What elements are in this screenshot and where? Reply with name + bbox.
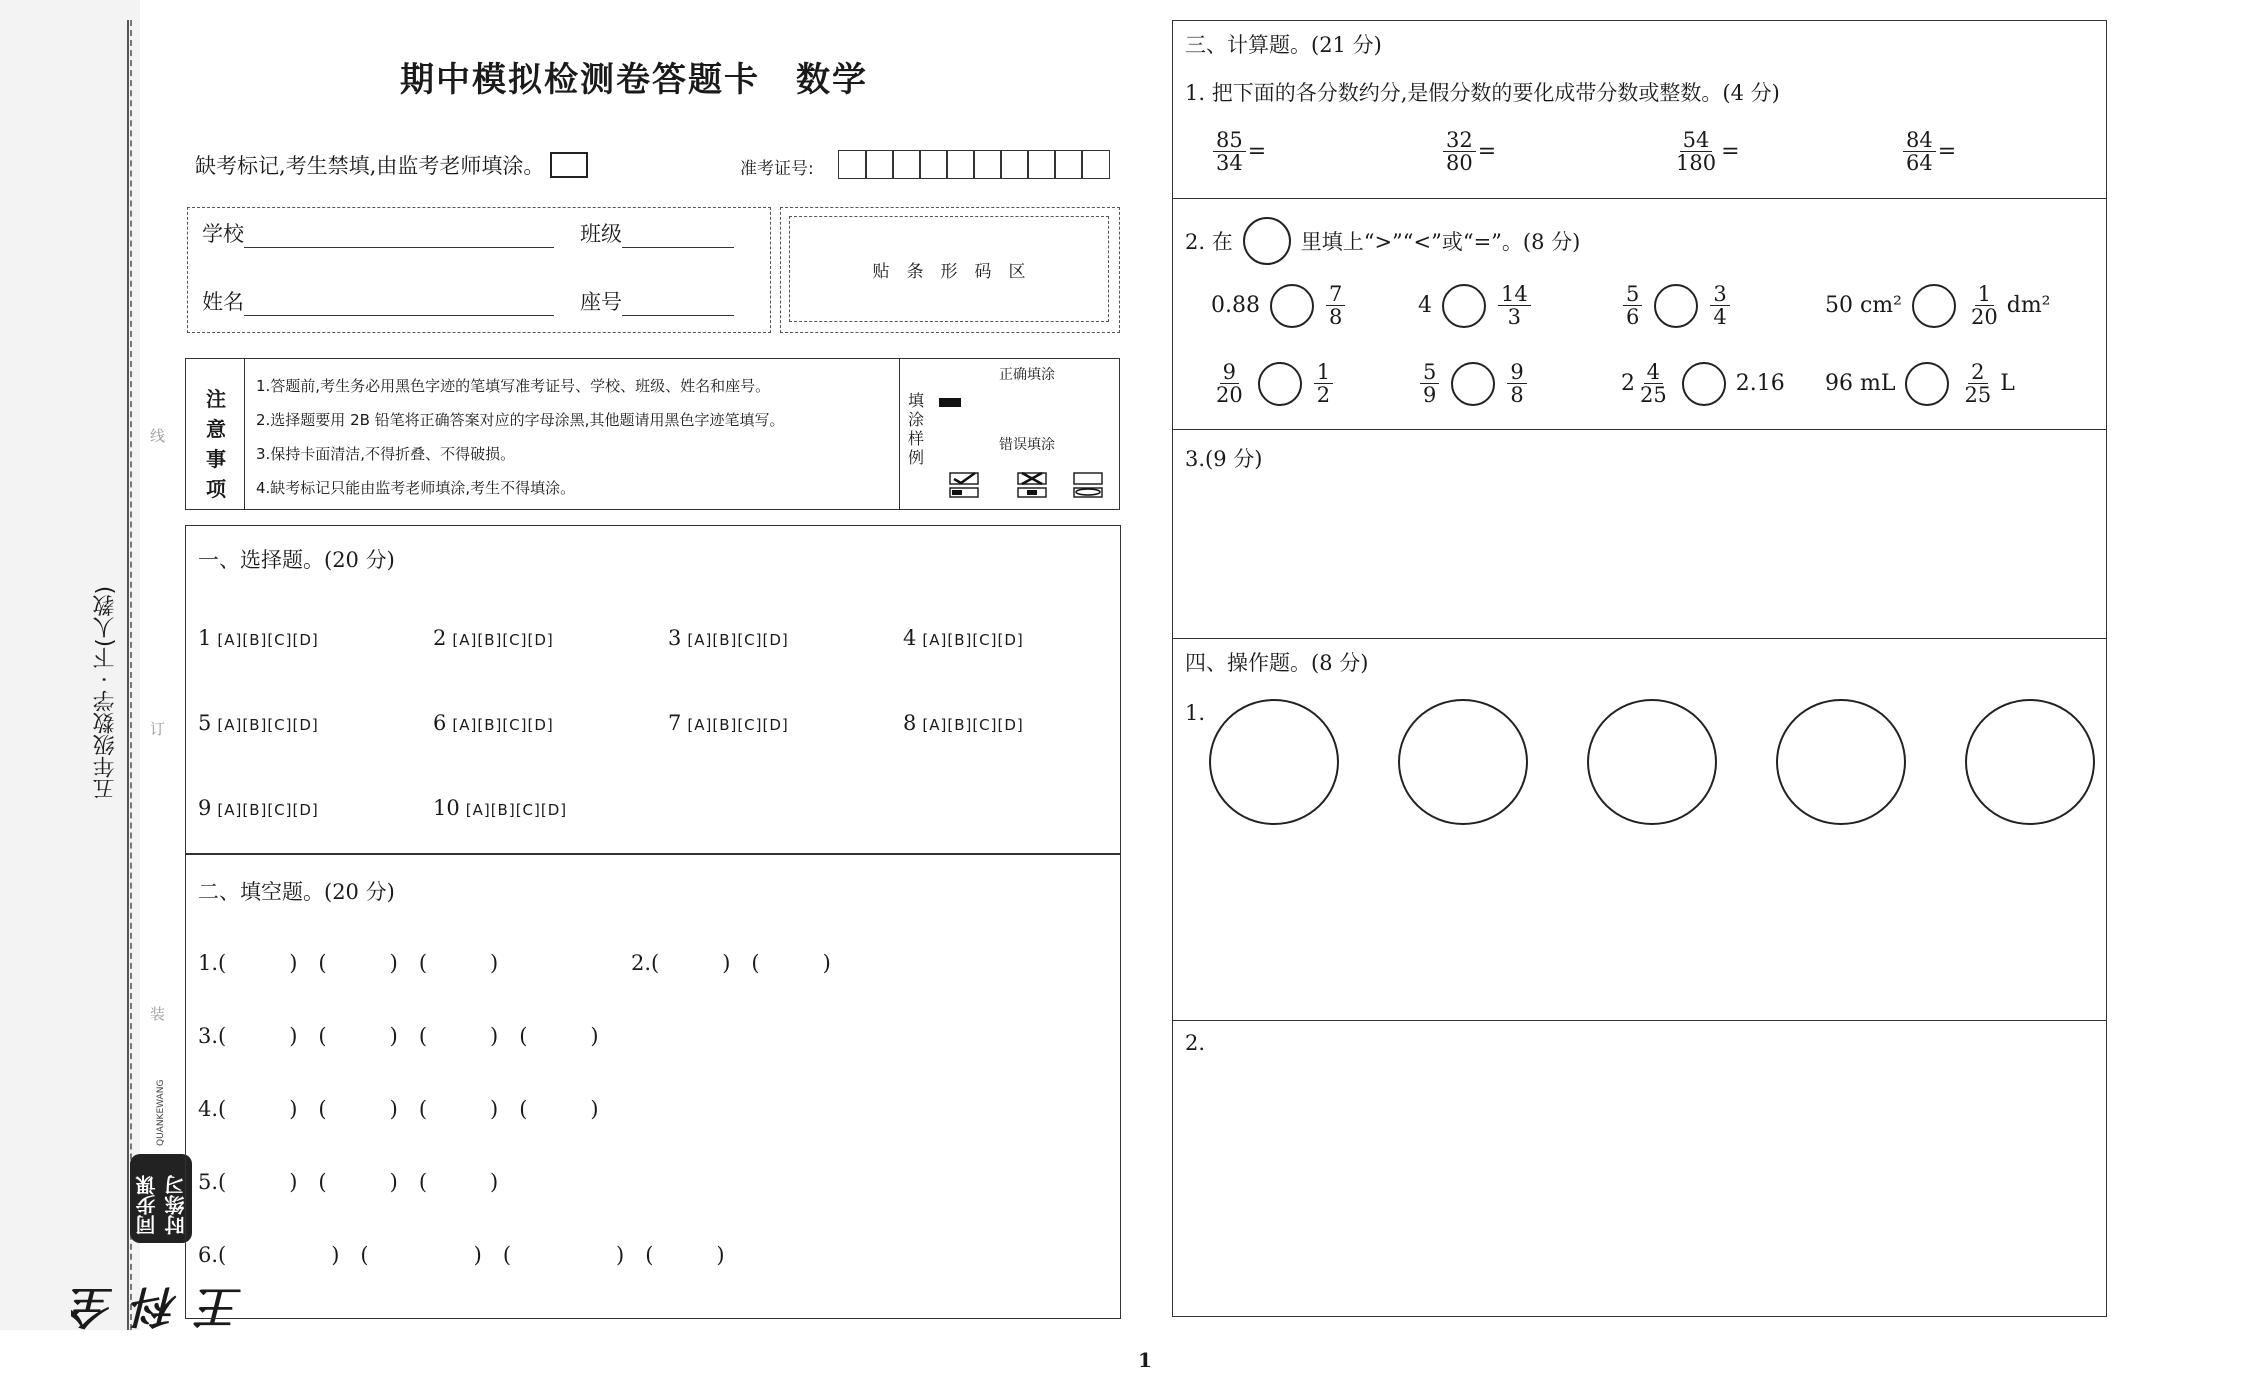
absence-checkbox[interactable] — [550, 152, 588, 178]
choice-number: 8 — [903, 711, 917, 735]
choice-options[interactable]: [A][B][C][D] — [452, 631, 554, 649]
fill-row-6[interactable] — [198, 1239, 725, 1269]
equals-sign: = — [1937, 139, 1957, 165]
ops-divider — [1173, 1020, 2106, 1021]
exam-no-cell[interactable] — [838, 150, 867, 179]
cut-line-mark: 线 — [150, 427, 166, 445]
notice-item: 1.答题前,考生务必用黑色字迹的笔填写准考证号、学校、班级、姓名和座号。 — [256, 377, 771, 395]
numerator: 84 — [1903, 129, 1936, 152]
fill-number: 1. — [198, 951, 219, 975]
fill-blanks[interactable]: ( ) ( ) ( ) ( ) — [218, 1097, 599, 1121]
choice-options[interactable]: [A][B][C][D] — [465, 801, 568, 819]
choice-number: 6 — [433, 711, 447, 735]
choice-options[interactable]: [A][B][C][D] — [687, 716, 789, 734]
barcode-label: 贴 条 形 码 区 — [872, 261, 1026, 282]
denominator: 8 — [1328, 305, 1343, 330]
book-label: 五年级数学 · 下(人教) — [93, 585, 118, 800]
numerator: 54 — [1680, 129, 1713, 152]
school-field[interactable] — [244, 221, 554, 248]
compare-4 — [1825, 283, 2051, 328]
denominator: 4 — [1713, 305, 1727, 330]
calc-divider-2 — [1173, 429, 2106, 430]
exam-no-cell[interactable] — [919, 150, 948, 179]
notice-item: 4.缺考标记只能由监考老师填涂,考生不得填涂。 — [256, 479, 576, 497]
compare-1 — [1211, 283, 1347, 328]
bind-mark: 订 — [150, 720, 166, 738]
exam-no-cell[interactable] — [892, 150, 921, 179]
choice-options[interactable]: [A][B][C][D] — [217, 716, 319, 734]
numerator: 1 — [1975, 283, 1994, 306]
section-ops-title: 四、操作题。(8 分) — [1185, 651, 1369, 675]
compare-unit: dm² — [2006, 293, 2051, 319]
section-fill — [185, 853, 1121, 1319]
exam-no-cell[interactable] — [1000, 150, 1029, 179]
ops-q2-answer-area[interactable] — [1183, 1071, 2093, 1301]
calc-q3: 3.(9 分) — [1185, 447, 1263, 471]
drawing-circle[interactable] — [1965, 699, 2095, 825]
choice-options[interactable]: [A][B][C][D] — [217, 801, 319, 819]
name-field[interactable] — [244, 289, 554, 316]
compare-left: 96 mL — [1825, 371, 1896, 397]
denominator: 25 — [1640, 383, 1667, 408]
denominator: 80 — [1446, 151, 1473, 176]
reduce-item-4[interactable] — [1901, 129, 1956, 174]
compare-circle[interactable] — [1258, 362, 1302, 406]
q2-circle-sample — [1243, 217, 1291, 265]
numerator: 3 — [1710, 283, 1729, 306]
fill-blanks[interactable]: ( ) ( ) ( ) ( ) — [218, 1024, 599, 1048]
drawing-circle[interactable] — [1587, 699, 1717, 825]
exam-no-label: 准考证号: — [740, 159, 814, 179]
choice-options[interactable]: [A][B][C][D] — [452, 716, 554, 734]
choice-q4[interactable] — [903, 626, 1024, 650]
fill-number: 6. — [198, 1243, 219, 1267]
numerator: 7 — [1326, 283, 1345, 306]
equals-sign: = — [1477, 139, 1497, 165]
denominator: 64 — [1906, 151, 1933, 176]
section-divider-ops — [1173, 638, 2106, 639]
right-answer-area — [1172, 20, 2107, 1317]
choice-number: 9 — [198, 796, 212, 820]
section-fill-title: 二、填空题。(20 分) — [198, 880, 395, 904]
sample-divider — [899, 359, 900, 509]
calc-q3-answer-area[interactable] — [1183, 481, 2093, 631]
numerator: 14 — [1498, 283, 1531, 306]
notice-divider — [244, 359, 245, 509]
compare-unit: L — [2000, 371, 2015, 397]
fill-row-3[interactable] — [198, 1020, 599, 1050]
correct-fill-sample — [939, 398, 961, 407]
drawing-circle[interactable] — [1776, 699, 1906, 825]
drawing-circle[interactable] — [1398, 699, 1528, 825]
exam-no-cells[interactable] — [838, 150, 1113, 180]
compare-7 — [1621, 361, 1785, 406]
fill-number: 3. — [198, 1024, 219, 1048]
section-choice-title: 一、选择题。(20 分) — [198, 548, 395, 572]
school-row — [202, 218, 554, 248]
drawing-circle[interactable] — [1209, 699, 1339, 825]
numerator: 4 — [1644, 361, 1663, 384]
choice-number: 3 — [668, 626, 682, 650]
barcode-inner — [789, 216, 1109, 322]
calc-q1: 1. 把下面的各分数约分,是假分数的要化成带分数或整数。(4 分) — [1185, 81, 1780, 105]
exam-no-cell[interactable] — [1027, 150, 1056, 179]
numerator: 9 — [1507, 361, 1526, 384]
exam-no-cell[interactable] — [946, 150, 975, 179]
denominator: 8 — [1510, 383, 1524, 408]
compare-left: 4 — [1418, 293, 1432, 319]
compare-8 — [1825, 361, 2015, 406]
choice-number: 1 — [198, 626, 212, 650]
name-label: 姓名 — [202, 290, 244, 314]
compare-left: 50 cm² — [1825, 293, 1902, 319]
notice-title: 注意事项 — [206, 387, 226, 501]
seat-field[interactable] — [622, 289, 734, 316]
compare-circle[interactable] — [1270, 284, 1314, 328]
choice-number: 7 — [668, 711, 682, 735]
choice-q7[interactable] — [668, 711, 789, 735]
calc-divider-1 — [1173, 198, 2106, 199]
numerator: 5 — [1420, 361, 1439, 384]
choice-q9[interactable] — [198, 796, 319, 820]
mixed-whole: 2 — [1621, 371, 1635, 397]
denominator: 25 — [1964, 383, 1992, 408]
choice-number: 4 — [903, 626, 917, 650]
absence-mark-row — [195, 150, 588, 180]
denominator: 180 — [1676, 151, 1717, 176]
choice-q8[interactable] — [903, 711, 1024, 735]
brand-sub: 同步课时练习 — [130, 1154, 192, 1242]
denominator: 20 — [1971, 305, 1998, 330]
choice-q1[interactable] — [198, 626, 319, 650]
denominator: 6 — [1626, 305, 1640, 330]
barcode-area — [780, 207, 1120, 333]
reduce-item-2[interactable] — [1441, 129, 1496, 174]
seat-row — [580, 286, 734, 316]
class-label: 班级 — [580, 222, 622, 246]
denominator: 9 — [1423, 383, 1437, 408]
fill-blanks[interactable]: ( ) ( ) ( ) ( ) — [218, 1243, 725, 1267]
ops-q2: 2. — [1185, 1031, 1206, 1055]
name-row — [202, 286, 554, 316]
notice-box — [185, 358, 1120, 510]
fill-row-5[interactable] — [198, 1166, 498, 1196]
section-calc-title: 三、计算题。(21 分) — [1185, 33, 1382, 57]
compare-circle[interactable] — [1682, 362, 1726, 406]
choice-options[interactable]: [A][B][C][D] — [217, 631, 319, 649]
compare-6 — [1418, 361, 1529, 406]
sample-label: 填涂样例 — [908, 391, 925, 467]
class-row — [580, 218, 734, 248]
choice-q3[interactable] — [668, 626, 789, 650]
fill-number: 2. — [631, 951, 652, 975]
class-field[interactable] — [622, 221, 734, 248]
compare-circle[interactable] — [1654, 284, 1698, 328]
q2-suffix: 里填上“>”“<”或“=”。(8 分) — [1300, 230, 1581, 254]
choice-number: 10 — [433, 796, 460, 820]
notice-item: 3.保持卡面清洁,不得折叠、不得破损。 — [256, 445, 516, 463]
compare-left: 0.88 — [1211, 293, 1260, 319]
choice-number: 5 — [198, 711, 212, 735]
choice-q10[interactable] — [433, 796, 567, 820]
absence-note: 缺考标记,考生禁填,由监考老师填涂。 — [195, 154, 545, 178]
choice-q6[interactable] — [433, 711, 554, 735]
fill-number: 5. — [198, 1170, 219, 1194]
choice-options[interactable]: [A][B][C][D] — [922, 716, 1024, 734]
section-choice — [185, 525, 1121, 855]
fold-mark: 装 — [150, 1005, 166, 1023]
compare-3 — [1621, 283, 1732, 328]
fill-row-4[interactable] — [198, 1093, 599, 1123]
reduce-item-1[interactable] — [1211, 129, 1266, 174]
choice-options[interactable]: [A][B][C][D] — [687, 631, 789, 649]
compare-circle[interactable] — [1912, 284, 1956, 328]
equals-sign: = — [1721, 139, 1740, 165]
choice-number: 2 — [433, 626, 447, 650]
denominator: 3 — [1507, 305, 1522, 330]
q2-prefix: 2. 在 — [1185, 230, 1233, 254]
calc-q2 — [1185, 217, 1580, 265]
choice-q2[interactable] — [433, 626, 554, 650]
choice-q5[interactable] — [198, 711, 319, 735]
fill-row-1[interactable] — [198, 947, 498, 977]
denominator: 34 — [1216, 151, 1243, 176]
compare-2 — [1418, 283, 1533, 328]
exam-no-cell[interactable] — [1081, 150, 1110, 179]
compare-circle[interactable] — [1442, 284, 1486, 328]
school-label: 学校 — [202, 222, 244, 246]
wrong-fill-samples — [948, 471, 1108, 501]
numerator: 1 — [1314, 361, 1333, 384]
notice-items — [256, 369, 784, 505]
fill-row-2[interactable] — [631, 947, 831, 977]
seat-label: 座号 — [580, 290, 622, 314]
fill-blanks[interactable]: ( ) ( ) — [651, 951, 831, 975]
exam-no-cell[interactable] — [1054, 150, 1083, 179]
student-info-box — [187, 207, 771, 333]
wrong-label: 错误填涂 — [999, 437, 1055, 453]
denominator: 2 — [1316, 383, 1331, 408]
exam-no-cell[interactable] — [865, 150, 894, 179]
page-number: 1 — [1138, 1348, 1152, 1372]
exam-no-cell[interactable] — [973, 150, 1002, 179]
compare-circle[interactable] — [1905, 362, 1949, 406]
brand-name: 全科王 — [71, 1286, 250, 1330]
fill-blanks[interactable]: ( ) ( ) ( ) — [218, 951, 499, 975]
choice-options[interactable]: [A][B][C][D] — [922, 631, 1024, 649]
fill-blanks[interactable]: ( ) ( ) ( ) — [218, 1170, 499, 1194]
compare-right: 2.16 — [1735, 371, 1785, 397]
denominator: 20 — [1216, 383, 1243, 408]
page-title: 期中模拟检测卷答题卡 数学 — [400, 60, 868, 100]
ops-q1: 1. — [1185, 701, 1206, 725]
numerator: 85 — [1213, 129, 1246, 152]
numerator: 32 — [1443, 129, 1476, 152]
correct-label: 正确填涂 — [999, 367, 1055, 383]
compare-circle[interactable] — [1451, 362, 1495, 406]
reduce-item-3[interactable] — [1671, 129, 1740, 174]
numerator: 5 — [1623, 283, 1642, 306]
numerator: 2 — [1968, 361, 1987, 384]
numerator: 9 — [1220, 361, 1239, 384]
compare-5 — [1211, 361, 1335, 406]
notice-item: 2.选择题要用 2B 铅笔将正确答案对应的字母涂黑,其他题请用黑色字迹笔填写。 — [256, 411, 785, 429]
equals-sign: = — [1247, 139, 1267, 165]
fill-number: 4. — [198, 1097, 219, 1121]
brand-pinyin: QUANKEWANG — [156, 1080, 166, 1147]
